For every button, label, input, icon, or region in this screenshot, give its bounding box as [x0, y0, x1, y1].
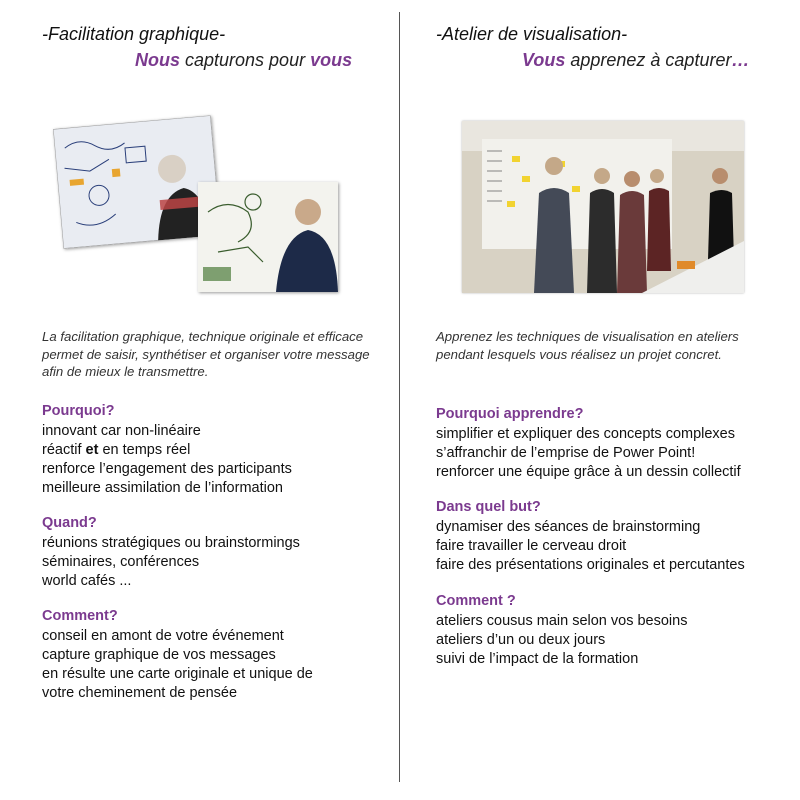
right-section-pourquoi-apprendre: [436, 405, 741, 482]
column-divider: [399, 12, 400, 782]
section-heading: Comment?: [42, 608, 118, 624]
right-subtitle-middle: apprenez à capturer: [565, 50, 732, 70]
left-section-pourquoi: [42, 402, 292, 498]
list-item: ateliers d’un ou deux jours: [436, 632, 606, 648]
right-intro: Apprenez les techniques de visualisation en ateliers pendant lesquels vous réalisez un projet concret.: [436, 329, 739, 362]
left-section-comment: [42, 607, 313, 703]
right-subtitle-ellipsis: …: [731, 50, 750, 70]
list-item: suivi de l’impact de la formation: [436, 651, 639, 667]
right-title: -Atelier de visualisation-: [436, 24, 628, 44]
list-item: en résulte une carte originale et unique de: [42, 666, 313, 682]
left-title: -Facilitation graphique-: [42, 24, 226, 44]
right-section-dans-quel-but: [436, 498, 745, 575]
list-item: dynamiser des séances de brainstorming: [436, 519, 701, 535]
list-item: s’affranchir de l’emprise de Power Point!: [436, 445, 696, 461]
list-item: votre cheminement de pensée: [42, 685, 238, 701]
list-item: faire des présentations originales et percutantes: [436, 557, 745, 573]
list-item: renforcer une équipe grâce à un dessin collectif: [436, 464, 741, 480]
workshop-photo: [462, 121, 744, 293]
section-heading: Dans quel but?: [436, 499, 541, 515]
section-heading: Pourquoi?: [42, 403, 115, 419]
left-subtitle-middle: capturons pour: [180, 50, 311, 70]
section-heading: Quand?: [42, 515, 97, 531]
list-item: séminaires, conférences: [42, 554, 200, 570]
left-section-quand: [42, 514, 300, 591]
list-item: faire travailler le cerveau droit: [436, 538, 627, 554]
right-subtitle-vous: Vous: [522, 50, 566, 70]
list-item: renforce l’engagement des participants: [42, 461, 292, 477]
left-intro: La facilitation graphique, technique originale et efficace permet de saisir, synthétiser et organiser votre message afin de mieux le transmettre.: [42, 329, 370, 379]
left-subtitle: [135, 50, 352, 71]
left-subtitle-nous: Nous: [135, 50, 180, 70]
facilitation-photo-1: [53, 115, 221, 248]
list-item: innovant car non-linéaire: [42, 423, 201, 439]
list-item: conseil en amont de votre événement: [42, 628, 284, 644]
right-subtitle: [522, 50, 749, 71]
section-heading: Comment ?: [436, 593, 516, 609]
list-item: world cafés ...: [42, 573, 132, 589]
section-heading: Pourquoi apprendre?: [436, 406, 584, 422]
list-item: meilleure assimilation de l’information: [42, 480, 283, 496]
right-section-comment: [436, 592, 687, 669]
list-item: réunions stratégiques ou brainstormings: [42, 535, 300, 551]
list-item: ateliers cousus main selon vos besoins: [436, 613, 688, 629]
list-item: simplifier et expliquer des concepts complexes: [436, 426, 735, 442]
list-item: capture graphique de vos messages: [42, 647, 276, 663]
facilitation-photo-2: [198, 182, 338, 292]
left-subtitle-vous: vous: [310, 50, 353, 70]
list-item: réactif et en temps réel: [42, 442, 191, 458]
